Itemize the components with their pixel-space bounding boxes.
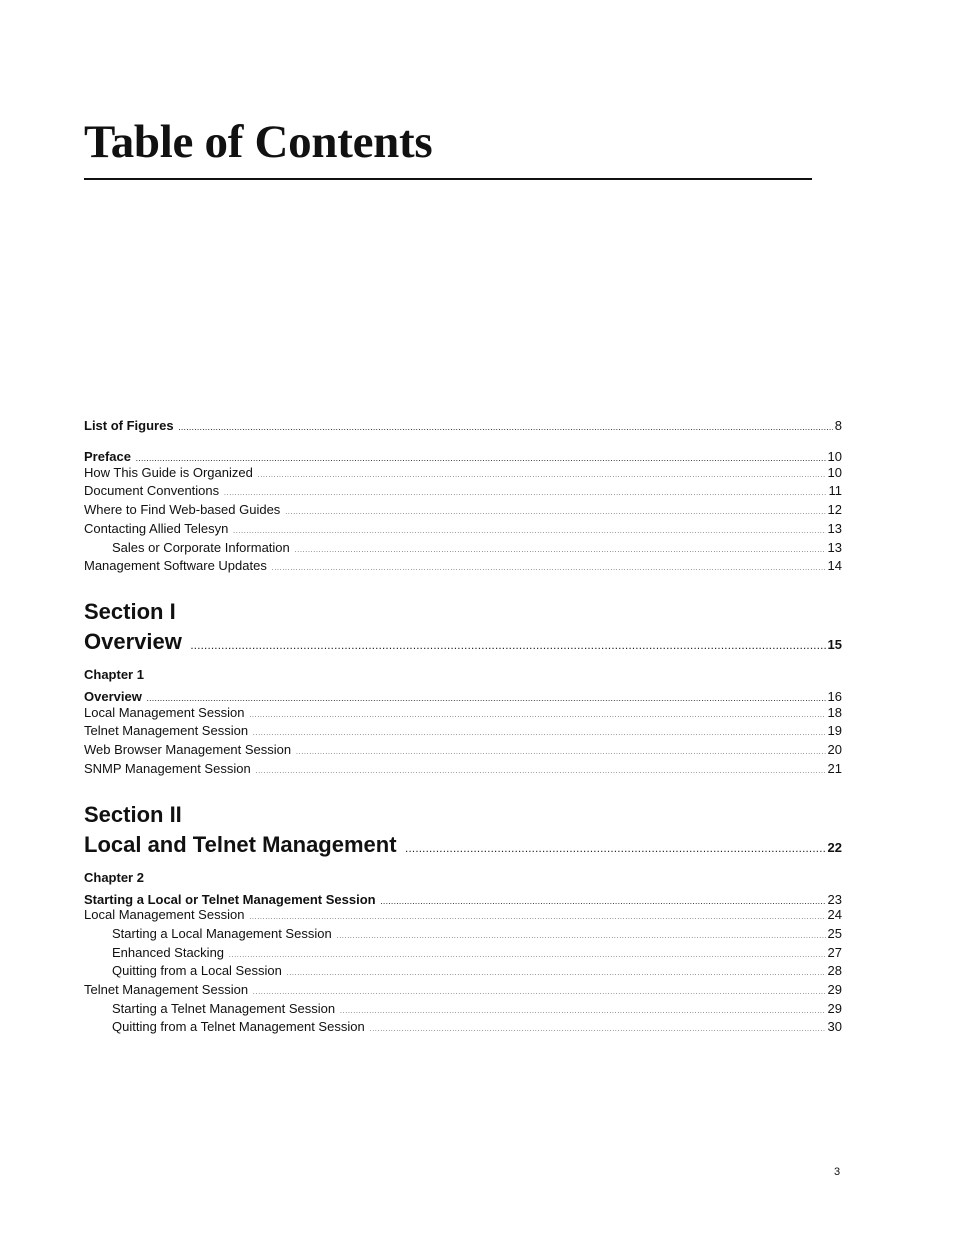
toc-entry-label: List of Figures xyxy=(84,418,174,433)
dot-leader xyxy=(370,1021,826,1039)
toc-entry-label: Starting a Telnet Management Session xyxy=(112,1001,336,1016)
chapter-label: Chapter 1 xyxy=(84,667,144,682)
section-title: Overview xyxy=(84,629,182,654)
toc-entry[interactable] xyxy=(84,760,842,781)
toc-entry-label: Enhanced Stacking xyxy=(112,945,225,960)
toc-entry-label: Web Browser Management Session xyxy=(84,742,292,757)
toc-entry-page: 10 xyxy=(827,465,842,480)
toc-entry-page: 27 xyxy=(827,945,842,960)
section-page: 22 xyxy=(827,840,842,855)
toc-entry[interactable] xyxy=(84,741,842,762)
toc-entry[interactable] xyxy=(84,906,842,927)
toc-entry-label: Document Conventions xyxy=(84,483,220,498)
section-title-entry[interactable] xyxy=(84,831,842,864)
toc-entry-page: 8 xyxy=(834,418,842,433)
toc-entry[interactable] xyxy=(84,482,842,503)
page-title: Table of Contents xyxy=(84,116,433,168)
toc-entry-page: 23 xyxy=(827,892,842,907)
toc-entry-page: 10 xyxy=(827,449,842,464)
toc-entry-page: 29 xyxy=(827,1001,842,1016)
toc-entry-page: 21 xyxy=(827,761,842,776)
toc-entry-label: Local Management Session xyxy=(84,907,245,922)
toc-entry-label: Starting a Local Management Session xyxy=(112,926,332,941)
toc-entry-label: Overview xyxy=(84,689,142,704)
toc-entry-page: 19 xyxy=(827,723,842,738)
toc-entry-page: 13 xyxy=(827,540,842,555)
toc-entry-page: 18 xyxy=(827,705,842,720)
toc-entry[interactable] xyxy=(84,722,842,743)
section-title-entry[interactable] xyxy=(84,628,842,661)
toc-entry-page: 20 xyxy=(827,742,842,757)
toc-entry-label: Quitting from a Telnet Management Session xyxy=(112,1019,365,1034)
dot-leader xyxy=(272,560,826,578)
toc-entry[interactable] xyxy=(84,1018,842,1039)
toc-entry[interactable] xyxy=(84,925,842,946)
toc-entry-page: 29 xyxy=(827,982,842,997)
toc-entry-page: 30 xyxy=(827,1019,842,1034)
toc-entry[interactable] xyxy=(84,981,842,1002)
toc-entry-label: Where to Find Web-based Guides xyxy=(84,502,281,517)
toc-entry[interactable] xyxy=(84,520,842,541)
toc-entry-page: 25 xyxy=(827,926,842,941)
toc-entry-label: Local Management Session xyxy=(84,705,245,720)
toc-entry-label: Telnet Management Session xyxy=(84,723,249,738)
section-page: 15 xyxy=(827,637,842,652)
toc-entry-label: Preface xyxy=(84,449,131,464)
toc-entry-list-of-figures[interactable] xyxy=(84,417,842,438)
title-rule xyxy=(84,178,812,180)
toc-entry-page: 28 xyxy=(827,963,842,978)
section-label: Section II xyxy=(84,802,182,827)
toc-entry-label: Starting a Local or Telnet Management Session xyxy=(84,892,376,907)
toc-entry-label: Sales or Corporate Information xyxy=(112,540,290,555)
dot-leader xyxy=(191,633,826,661)
toc-entry-label: SNMP Management Session xyxy=(84,761,251,776)
toc-entry-page: 13 xyxy=(827,521,842,536)
toc-entry-label: Quitting from a Local Session xyxy=(112,963,282,978)
dot-leader xyxy=(256,763,826,781)
dot-leader xyxy=(406,836,826,864)
dot-leader xyxy=(179,420,833,438)
toc-entry-page: 12 xyxy=(827,502,842,517)
toc-entry-label: Contacting Allied Telesyn xyxy=(84,521,229,536)
toc-entry[interactable] xyxy=(84,501,842,522)
toc-entry[interactable] xyxy=(84,557,842,578)
toc-entry-label: How This Guide is Organized xyxy=(84,465,253,480)
chapter-label: Chapter 2 xyxy=(84,870,144,885)
toc-entry-label: Telnet Management Session xyxy=(84,982,249,997)
toc-entry-page: 14 xyxy=(827,558,842,573)
toc-entry[interactable] xyxy=(84,962,842,983)
toc-entry-page: 11 xyxy=(828,483,842,498)
toc-entry-label: Management Software Updates xyxy=(84,558,267,573)
toc-entry-page: 16 xyxy=(827,689,842,704)
toc-entry-page: 24 xyxy=(827,907,842,922)
section-label: Section I xyxy=(84,599,176,624)
page-number: 3 xyxy=(834,1166,841,1178)
section-title: Local and Telnet Management xyxy=(84,832,397,857)
